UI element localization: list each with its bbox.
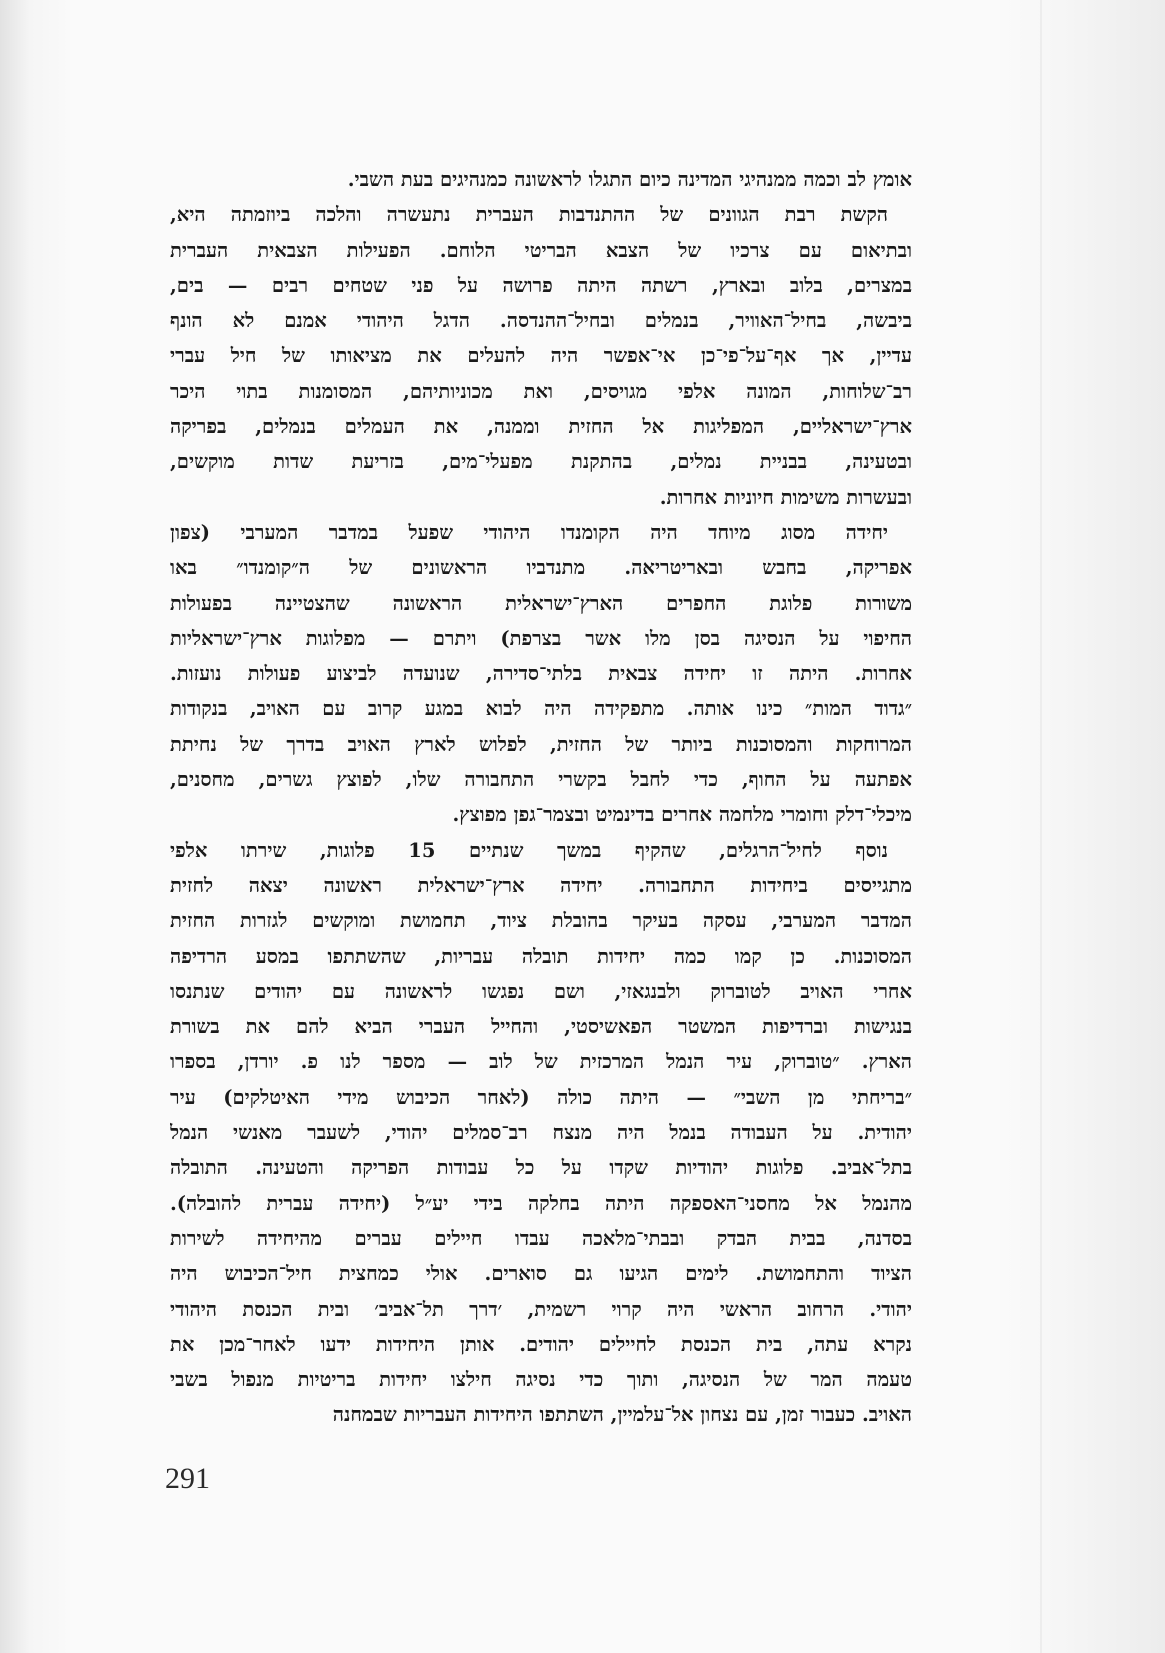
text-line: המרוחקות והמסוכנות ביותר של החזית, לפלוש לארץ האויב בדרך של נחיתת [170, 732, 912, 756]
text-line: נקרא עתה, בית הכנסת לחיילים יהודים. אותן היחידות ידעו לאחר־מכן את [170, 1332, 912, 1356]
text-line: ובתיאום עם צרכיו של הצבא הבריטי הלוחם. הפעילות הצבאית העברית [170, 238, 912, 262]
text-line: אפתעה על החוף, כדי לחבל בקשרי התחבורה שלו, לפוצץ גשרים, מחסנים, [170, 768, 912, 792]
paragraph [170, 162, 912, 197]
text-line: מהנמל אל מחסני־האספקה היתה בחלקה בידי יע״ל (יחידה עברית להובלה). [170, 1191, 912, 1215]
text-line: רב־שלוחות, המונה אלפי מגויסים, ואת מכוניותיהם, המסומנות בתוי היכר [170, 379, 912, 403]
text-line: המסוכנות. כן קמו כמה יחידות תובלה עבריות, שהשתתפו במסע הרדיפה [170, 944, 912, 968]
text-line: הציוד והתחמושת. לימים הגיעו גם סוארים. אולי כמחצית חיל־הכיבוש היה [170, 1262, 912, 1286]
text-line: מתגייסים ביחידות התחבורה. יחידה ארץ־ישראלית ראשונה יצאה לחזית [170, 873, 912, 897]
text-line: הארץ. ״טוברוק, עיר הנמל המרכזית של לוב — מספר לנו פ. יורדן, בספרו [170, 1050, 912, 1074]
text-line: בסדנה, בבית הבדק ובבתי־מלאכה עבדו חיילים עברים מהיחידה לשירות [170, 1226, 912, 1250]
text-line: במצרים, בלוב ובארץ, רשתה היתה פרושה על פני שטחים רבים — בים, [170, 273, 912, 297]
text-line: אפריקה, בחבש ובאריטריאה. מתנדביו הראשונים של ה״קומנדו״ באו [170, 556, 912, 580]
paragraph [170, 197, 912, 515]
text-line: אומץ לב וכמה ממנהיגי המדינה כיום התגלו לראשונה כמנהיגים בעת השבי. [347, 168, 912, 191]
text-line: ״בריחתי מן השבי״ — היתה כולה (לאחר הכיבוש מידי האיטלקים) עיר [170, 1085, 912, 1109]
text-line: טעמה המר של הנסיגה, ותוך כדי נסיגה חילצו יחידות בריטיות מנפול בשבי [170, 1368, 912, 1392]
text-line: ובעשרות משימות חיוניות אחרות. [659, 485, 912, 509]
text-line: בנגישות וברדיפות המשטר הפאשיסטי, והחייל העברי הביא להם את בשורת [170, 1015, 912, 1039]
text-line: משורות פלוגת החפרים הארץ־ישראלית הראשונה שהצטיינה בפעולות [170, 591, 912, 615]
text-line: יהודי. הרחוב הראשי היה קרוי רשמית, ׳דרך תל־אביב׳ ובית הכנסת היהודי [170, 1297, 912, 1321]
paragraph [170, 515, 912, 833]
text-line: ארץ־ישראליים, המפליגות אל החזית וממנה, את העמלים בנמלים, בפריקה [170, 415, 912, 439]
text-line: ובטעינה, בבניית נמלים, בהתקנת מפעלי־מים, בזריעת שדות מוקשים, [170, 450, 912, 474]
text-line: אחרי האויב לטוברוק ולבנגאזי, ושם נפגשו לראשונה עם יהודים שנתנסו [170, 979, 912, 1003]
text-line: יהודית. על העבודה בנמל היה מנצח רב־סמלים יהודי, לשעבר מאנשי הנמל [170, 1121, 912, 1145]
text-line: ביבשה, בחיל־האוויר, בנמלים ובחיל־ההנדסה. הדגל היהודי אמנם לא הונף [170, 309, 912, 333]
page-number: 291 [165, 1462, 210, 1495]
text-line: ״גדוד המות״ כינו אותה. מתפקידה היה לבוא במגע קרוב עם האויב, בנקודות [170, 697, 912, 721]
text-line: החיפוי על הנסיגה בסן מלו אשר בצרפת) ויתרם — מפלוגות ארץ־ישראליות [170, 626, 912, 650]
text-line: אחרות. היתה זו יחידה צבאית בלתי־סדירה, שנועדה לביצוע פעולות נועזות. [170, 662, 912, 686]
text-line: נוסף לחיל־הרגלים, שהקיף במשך שנתיים 15 פלוגות, שירתו אלפי [170, 838, 888, 862]
text-line: בתל־אביב. פלוגות יהודיות שקדו על כל עבודות הפריקה והטעינה. התובלה [170, 1156, 912, 1180]
text-line: המדבר המערבי, עסקה בעיקר בהובלת ציוד, תחמושת ומוקשים לגזרות החזית [170, 909, 912, 933]
text-line: הקשת רבת הגוונים של ההתנדבות העברית נתעשרה והלכה ביוזמתה היא, [170, 203, 888, 227]
text-line: עדיין, אך אף־על־פי־כן אי־אפשר היה להעלים את מציאותו של חיל עברי [170, 344, 912, 368]
text-line: יחידה מסוג מיוחד היה הקומנדו היהודי שפעל במדבר המערבי (צפון [170, 520, 888, 544]
body-text [170, 162, 912, 1433]
text-line: האויב. כעבור זמן, עם נצחון אל־עלמיין, השתתפו היחידות העבריות שבמחנה [332, 1403, 912, 1427]
paragraph [170, 833, 912, 1433]
text-line: מיכלי־דלק וחומרי מלחמה אחרים בדינמיט ובצמר־גפן מפוצץ. [452, 803, 912, 827]
